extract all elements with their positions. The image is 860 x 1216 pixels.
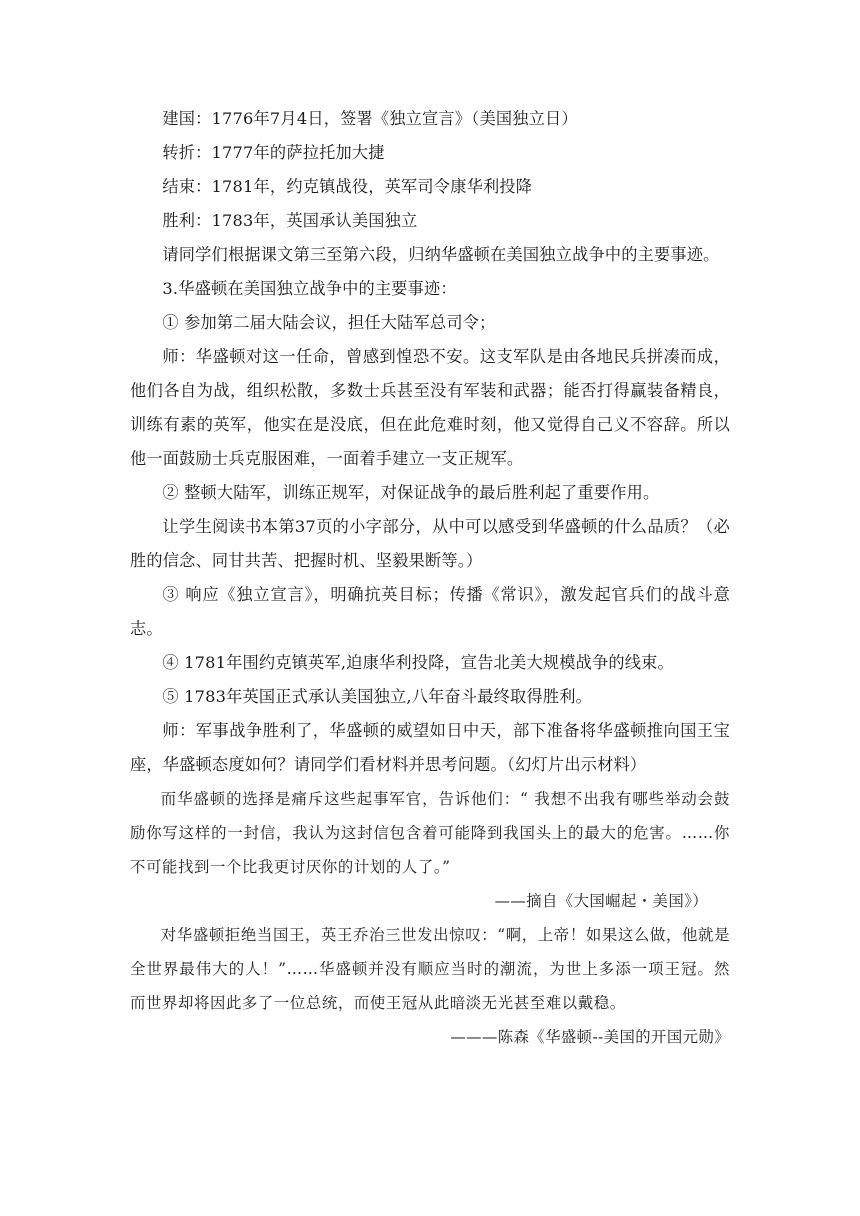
paragraph-ending: 结束：1781年，约克镇战役，英军司令康华利投降: [162, 177, 533, 196]
quote-george-iii: 对华盛顿拒绝当国王，英王乔治三世发出惊叹：“啊，上帝！如果这么做，他就是全世界最伟大的人！”……华盛顿并没有顺应当时的潮流，为世上多添一项王冠。然而世界却将因此多了一位总统，而使王冠从此暗淡无光甚至难以戴稳。: [130, 926, 730, 1012]
list-item-1: ① 参加第二届大陆会议，担任大陆军总司令；: [162, 313, 496, 332]
paragraph-teacher-note-2: 师：军事战争胜利了，华盛顿的威望如日中天，部下准备将华盛顿推向国王宝座，华盛顿态度如何？请同学们看材料并思考问题。（幻灯片出示材料）: [130, 721, 730, 774]
quote-washington-letter: 而华盛顿的选择是痛斥这些起事军官，告诉他们：“ 我想不出我有哪些举动会鼓励你写这样的一封信，我认为这封信包含着可能降到我国头上的最大的危害。……你不可能找到一个比我更讨厌你的计划的人了。”: [130, 790, 730, 876]
list-item-4: ④ 1781年围约克镇英军,迫康华利投降，宣告北美大规模战争的线束。: [162, 653, 674, 672]
paragraph-teacher-note-1: 师：华盛顿对这一任命，曾感到惶恐不安。这支军队是由各地民兵拼凑而成，他们各自为战，组织松散，多数士兵甚至没有军装和武器；能否打得赢装备精良，训练有素的英军，他实在是没底，但在此危难时刻，他又觉得自己义不容辞。所以他一面鼓励士兵克服困难，一面着手建立一支正规军。: [130, 347, 730, 468]
list-item-2: ② 整顿大陆军，训练正规军，对保证战争的最后胜利起了重要作用。: [162, 483, 660, 502]
paragraph-turning-point: 转折：1777年的萨拉托加大捷: [162, 143, 385, 162]
quote-source-1: ——摘自《大国崛起・美国》）: [494, 892, 708, 910]
list-item-3: ③ 响应《独立宣言》，明确抗英目标；传播《常识》，激发起官兵们的战斗意志。: [130, 585, 730, 638]
paragraph-founding: 建国：1776年7月4日，签署《独立宣言》（美国独立日）: [162, 109, 578, 128]
heading-main-deeds: 3.华盛顿在美国独立战争中的主要事迹：: [162, 279, 457, 298]
paragraph-prompt: 请同学们根据课文第三至第六段，归纳华盛顿在美国独立战争中的主要事迹。: [162, 245, 720, 264]
document-body: [130, 102, 730, 1054]
quote-source-2: ———陈森《华盛顿--美国的开国元勋》: [450, 1028, 730, 1046]
list-item-5: ⑤ 1783年英国正式承认美国独立,八年奋斗最终取得胜利。: [162, 687, 592, 706]
paragraph-victory: 胜利：1783年，英国承认美国独立: [162, 211, 418, 230]
paragraph-reading-task: 让学生阅读书本第37页的小字部分，从中可以感受到华盛顿的什么品质？（必胜的信念、同甘共苦、把握时机、坚毅果断等。）: [130, 517, 730, 570]
